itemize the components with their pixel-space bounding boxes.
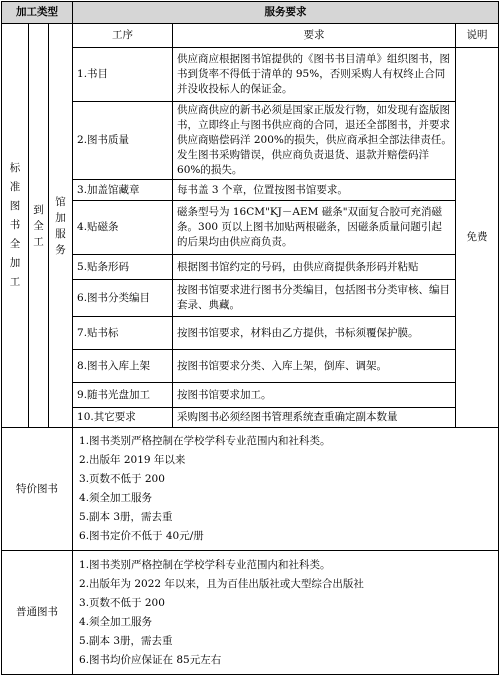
special-books-requirements	[73, 428, 499, 551]
requirement-desc: 按图书馆要求，材料由乙方提供，书标须覆保护膜。	[173, 317, 456, 350]
special-books-label: 特价图书	[2, 428, 73, 551]
procedure-item: 4.贴磁条	[73, 201, 173, 255]
subcategory-char: 工	[33, 235, 44, 248]
table-row	[2, 102, 499, 180]
category-char: 准	[9, 181, 21, 193]
table-row	[2, 317, 499, 350]
service-requirements-header: 服务要求	[73, 2, 499, 24]
standard-subcategory-col1	[29, 24, 49, 428]
requirement-line: 1.图书类别严格控制在学校学科专业范围内和社科类。	[79, 435, 331, 447]
remark-header: 说明	[456, 24, 499, 48]
requirement-desc: 按图书馆要求进行图书分类编目，包括图书分类审核、编目套录、典藏。	[173, 280, 456, 317]
requirement-line: 3.页数不低于 200	[79, 473, 165, 485]
procedure-header: 工序	[73, 24, 173, 48]
procedure-item: 9.随书光盘加工	[73, 383, 173, 408]
table-row	[2, 350, 499, 383]
requirement-line: 4.须全加工服务	[79, 492, 153, 504]
table-row	[2, 408, 499, 428]
requirement-desc: 供应商供应的新书必须是国家正版发行物，如发现有盗版图书，立即终止与图书供应商的合同，退还全部图书，并要求供应商赔偿码洋 200%的损失，供应商承担全部法律责任。发生图书采购错误，供应商负责退货、退款并赔偿码洋 60%的损失。	[173, 102, 456, 180]
requirement-desc: 磁条型号为 16CM"KJ－AEM 磁条"双面复合胶可充消磁条。300 页以上图书加贴两根磁条，因磁条质量问题引起的后果均由供应商负责。	[173, 201, 456, 255]
requirement-line: 3.页数不低于 200	[79, 596, 165, 609]
category-char: 全	[9, 238, 21, 250]
table-row	[2, 255, 499, 280]
table-row	[2, 383, 499, 408]
sub-header-row	[2, 24, 499, 48]
procedure-item: 7.贴书标	[73, 317, 173, 350]
subcategory-char: 到	[33, 203, 44, 216]
standard-subcategory-col2	[49, 24, 73, 428]
requirement-line: 5.副本 3册，需去重	[79, 634, 173, 647]
subcategory-char: 服	[55, 227, 66, 240]
table-row	[2, 48, 499, 102]
requirement-line: 2.出版年 2019 年以来	[79, 454, 186, 466]
subcategory-char: 全	[33, 219, 44, 232]
processing-type-header: 加工类型	[2, 2, 73, 24]
requirement-line: 6.图书均价应保证在 85元左右	[79, 653, 222, 666]
procedure-item: 5.贴条形码	[73, 255, 173, 280]
requirement-desc: 根据图书馆约定的号码，由供应商提供条形码并粘贴	[173, 255, 456, 280]
ordinary-books-requirements	[73, 551, 499, 675]
table-row	[2, 180, 499, 201]
requirement-line: 2.出版年为 2022 年以来，且为百佳出版社或大型综合出版社	[79, 577, 364, 590]
requirement-desc: 每书盖 3 个章，位置按图书馆要求。	[173, 180, 456, 201]
requirement-line: 6.图书定价不低于 40元/册	[79, 530, 204, 542]
procedure-item: 3.加盖馆藏章	[73, 180, 173, 201]
requirement-header: 要求	[173, 24, 456, 48]
procedure-item: 1.书目	[73, 48, 173, 102]
table-row	[2, 280, 499, 317]
procedure-item: 6.图书分类编目	[73, 280, 173, 317]
subcategory-char: 馆	[55, 195, 66, 208]
category-char: 图	[9, 200, 21, 212]
requirement-desc: 按图书馆要求加工。	[173, 383, 456, 408]
remark-free: 免费	[456, 48, 499, 428]
requirement-line: 1.图书类别严格控制在学校学科专业范围内和社科类。	[79, 558, 331, 571]
table-header-row	[2, 2, 499, 24]
requirement-desc: 供应商应根据图书馆提供的《图书书目清单》组织图书，图书到货率不得低于清单的 95%，否则采购人有权终止合同并没收投标人的保证金。	[173, 48, 456, 102]
category-char: 标	[9, 162, 21, 174]
ordinary-books-label: 普通图书	[2, 551, 73, 675]
ordinary-books-row	[2, 551, 499, 675]
requirement-desc: 按图书馆要求分类、入库上架，倒库、调架。	[173, 350, 456, 383]
standard-category-cell	[2, 24, 29, 428]
special-books-row	[2, 428, 499, 551]
requirement-line: 5.副本 3册，需去重	[79, 511, 173, 523]
procurement-requirements-table	[1, 1, 499, 675]
category-char: 加	[9, 257, 21, 269]
procedure-item: 10.其它要求	[73, 408, 173, 428]
subcategory-char: 加	[55, 211, 66, 224]
requirement-line: 4.须全加工服务	[79, 615, 153, 628]
requirement-desc: 采购图书必须经图书管理系统查重确定副本数量	[173, 408, 456, 428]
subcategory-char: 务	[55, 243, 66, 256]
table-row	[2, 201, 499, 255]
procedure-item: 8.图书入库上架	[73, 350, 173, 383]
procedure-item: 2.图书质量	[73, 102, 173, 180]
category-char: 书	[9, 219, 21, 231]
category-char: 工	[9, 276, 21, 288]
